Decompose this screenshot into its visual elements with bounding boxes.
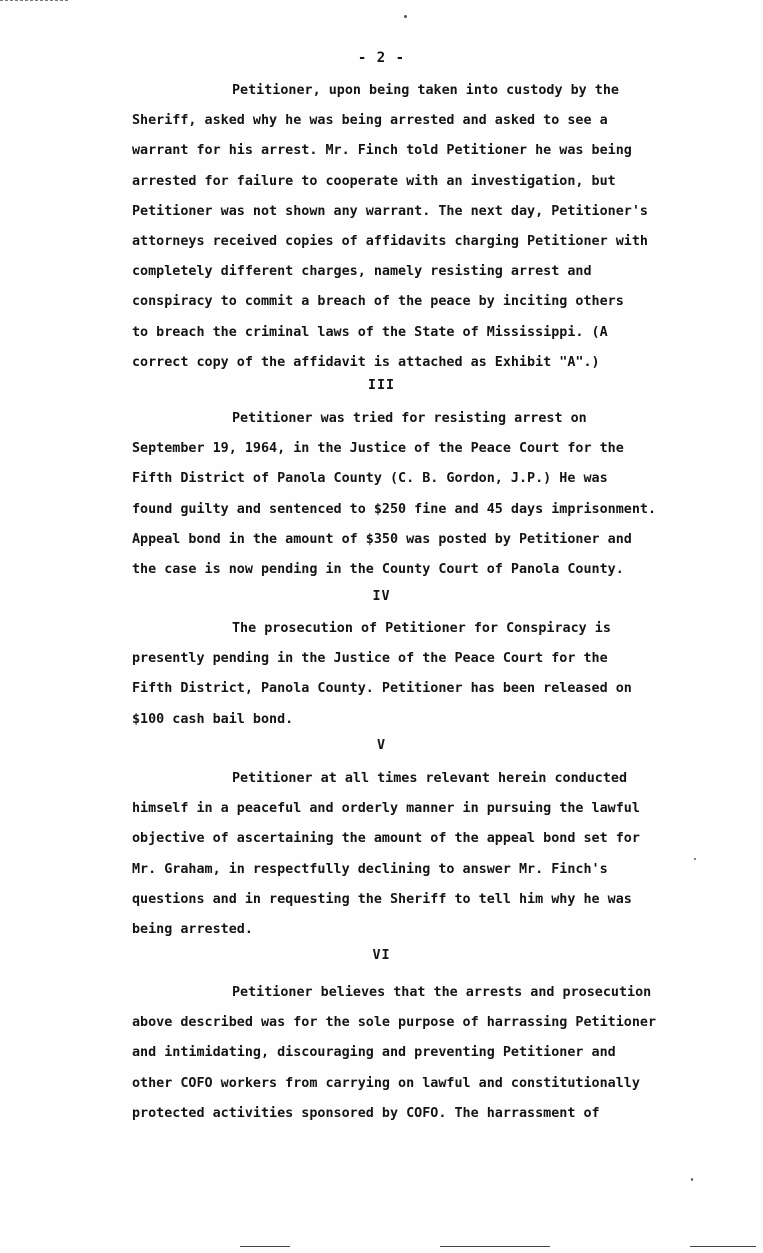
text-line: arrested for failure to cooperate with an investigation, but	[132, 173, 616, 189]
text-line: Sheriff, asked why he was being arrested and asked to see a	[132, 113, 608, 129]
text-line: attorneys received copies of affidavits charging Petitioner with	[132, 234, 648, 250]
text-line: Appeal bond in the amount of $350 was posted by Petitioner and	[132, 531, 632, 547]
text-line: Petitioner was not shown any warrant. The next day, Petitioner's	[132, 203, 648, 219]
text-line: Mr. Graham, in respectfully declining to answer Mr. Finch's	[132, 861, 608, 877]
text-line: Petitioner at all times relevant herein conducted	[232, 771, 628, 786]
scan-edge-line	[240, 1246, 290, 1247]
text-line: $100 cash bail bond.	[132, 711, 294, 727]
text-line: September 19, 1964, in the Justice of the Peace Court for the	[132, 441, 624, 457]
text-line: other COFO workers from carrying on lawful and constitutionally	[132, 1075, 640, 1091]
page-number: - 2 -	[357, 50, 406, 66]
text-line: warrant for his arrest. Mr. Finch told Petitioner he was being	[132, 143, 632, 159]
paragraph-section-iv	[132, 614, 732, 735]
text-line: questions and in requesting the Sheriff to tell him why he was	[132, 891, 632, 907]
paragraph-section-v	[132, 764, 732, 945]
text-line: Petitioner was tried for resisting arrest on	[232, 411, 587, 426]
scan-speck	[691, 1178, 693, 1181]
scan-edge-line	[690, 1246, 756, 1247]
text-line: protected activities sponsored by COFO. The harrassment of	[132, 1105, 600, 1121]
text-line: the case is now pending in the County Court of Panola County.	[132, 562, 624, 578]
text-line: correct copy of the affidavit is attached as Exhibit "A".)	[132, 354, 600, 370]
text-line: The prosecution of Petitioner for Conspiracy is	[232, 621, 611, 636]
text-line: Fifth District of Panola County (C. B. Gordon, J.P.) He was	[132, 471, 608, 487]
text-line: Petitioner, upon being taken into custody by the	[232, 83, 619, 98]
text-line: found guilty and sentenced to $250 fine and 45 days imprisonment.	[132, 501, 657, 517]
section-heading-v: V	[376, 738, 387, 753]
section-heading-vi: VI	[372, 948, 391, 963]
paragraph-section-iii	[132, 404, 732, 585]
paragraph-section-ii	[132, 76, 732, 378]
text-line: completely different charges, namely resisting arrest and	[132, 264, 592, 280]
text-line: Fifth District, Panola County. Petitioner has been released on	[132, 681, 632, 697]
text-line: above described was for the sole purpose of harrassing Petitioner	[132, 1015, 657, 1031]
section-heading-iv: IV	[372, 589, 391, 604]
text-line: objective of ascertaining the amount of the appeal bond set for	[132, 831, 640, 847]
text-line: conspiracy to commit a breach of the peace by inciting others	[132, 294, 624, 310]
scan-edge-line	[440, 1246, 550, 1247]
scan-speck	[404, 15, 407, 18]
section-heading-iii: III	[367, 378, 396, 393]
text-line: Petitioner believes that the arrests and prosecution	[232, 985, 652, 1000]
text-line: to breach the criminal laws of the State of Mississippi. (A	[132, 324, 608, 340]
scan-edge-marks	[0, 0, 68, 3]
text-line: being arrested.	[132, 922, 253, 938]
text-line: presently pending in the Justice of the Peace Court for the	[132, 651, 608, 667]
text-line: and intimidating, discouraging and preventing Petitioner and	[132, 1045, 616, 1061]
text-line: himself in a peaceful and orderly manner in pursuing the lawful	[132, 801, 640, 817]
paragraph-section-vi	[132, 978, 732, 1129]
